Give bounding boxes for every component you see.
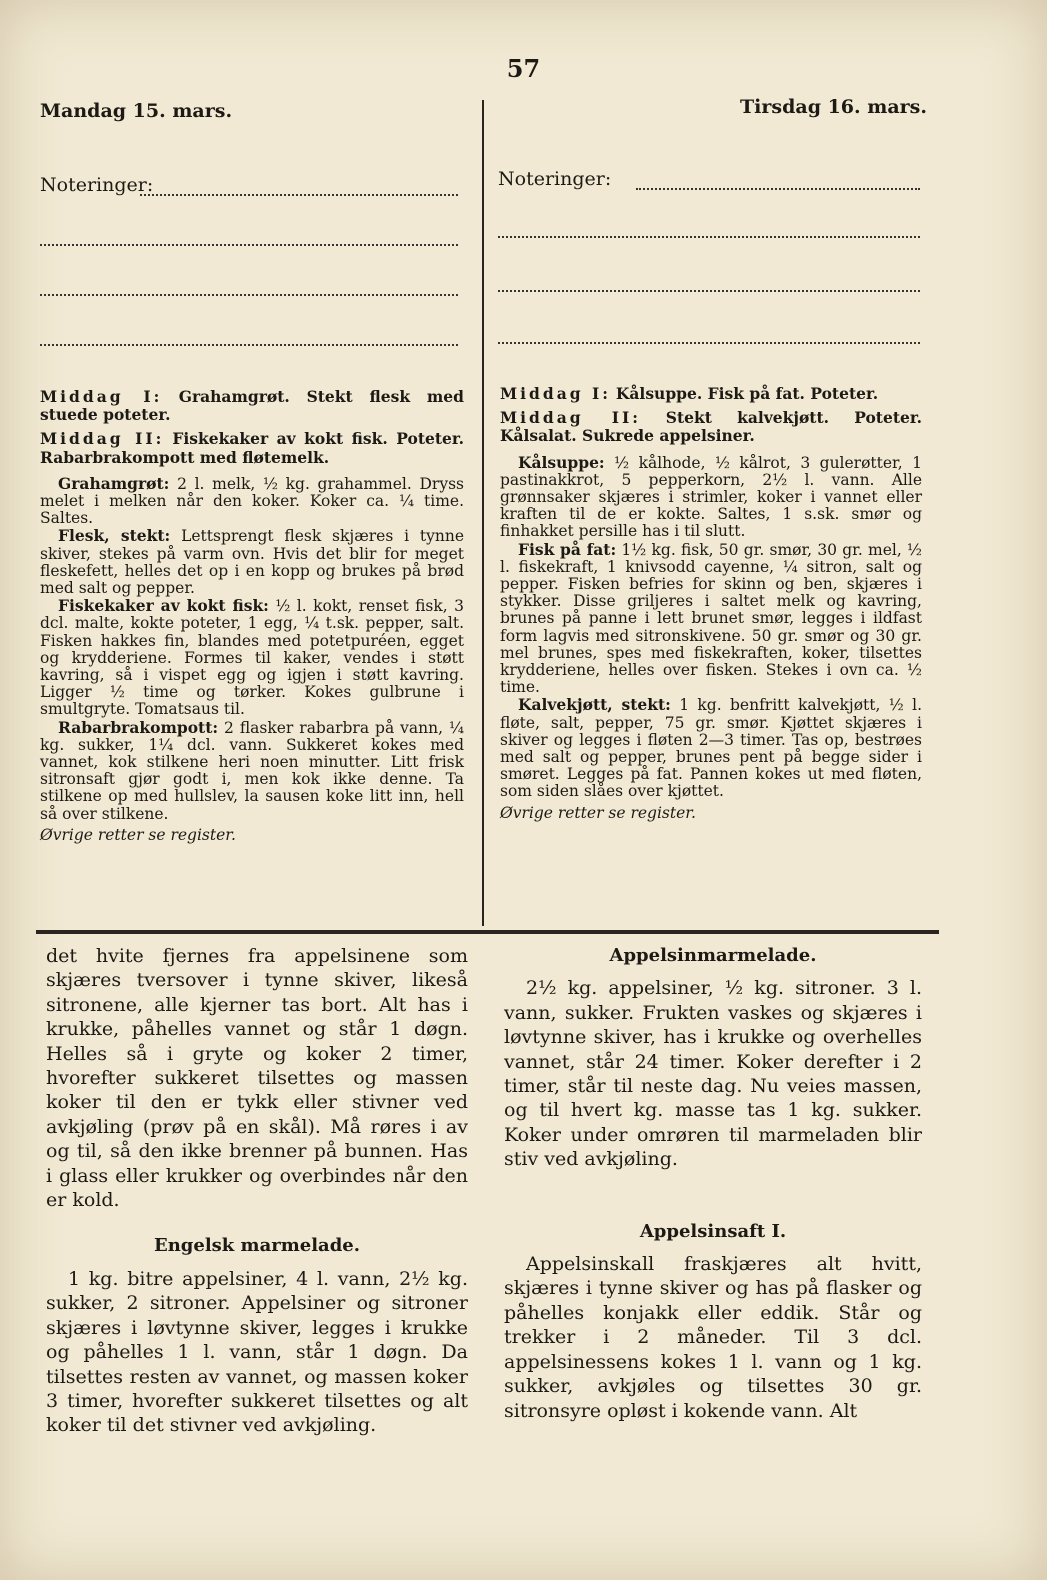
notes-line[interactable] (40, 244, 458, 246)
notes-line[interactable] (40, 294, 458, 296)
notes-line[interactable] (40, 344, 458, 346)
notes-left (40, 174, 153, 196)
menu-item: Middag I: Kålsuppe. Fisk på fat. Poteter. (500, 384, 879, 403)
page-number: 57 (506, 54, 541, 83)
recipe: Fiskekaker av kokt fisk: ½ l. kokt, renset fisk, 3 dcl. malte, kokte poteter, 1 egg, ¼ t.sk. pepper, salt. Fisken hakkes fin, blandes med potetpuréen, egget og krydderiene. Formes til kaker, vendes i støtt kavring, så i vispet egg og igjen i støtt kavring. Ligger ½ time og tørker. Kokes gulbrune i smultgryte. Tomatsaus til. (40, 596, 464, 719)
heading-engelsk-marmelade: Engelsk marmelade. (153, 1235, 361, 1257)
register-note-left: Øvrige retter se register. (40, 825, 236, 844)
heading-appelsinmarmelade: Appelsinmarmelade. (609, 945, 817, 966)
menu-item: Middag I: Grahamgrøt. Stekt flesk med stuede poteter. (40, 387, 464, 425)
notes-line[interactable] (636, 188, 920, 190)
left-column (40, 388, 464, 844)
continuation-text: det hvite fjernes fra appelsinene som skjæres tversover i tynne skiver, likeså sitronene, alle kjerner tas bort. Alt has i krukke, påhelles vannet og står 1 døgn. Helles så i gryte og koker 2 timer, hvorefter sukkeret tilsettes og massen koker til den er tykk eller stivner ved avkjøling (prøv på en skål). Må røres i av og til, så den ikke brenner på bunnen. Has i glass eller krukker og overbindes når den er kold. (46, 945, 468, 1212)
recipe: Grahamgrøt: 2 l. melk, ½ kg. grahammel. Dryss melet i melken når den koker. Koker ca. ¼ time. Saltes. (40, 473, 464, 528)
recipes-right (500, 454, 922, 822)
notes-label-right: Noteringer: (498, 168, 612, 190)
right-column (500, 385, 922, 822)
appelsinmarmelade-text: 2½ kg. appelsiner, ½ kg. sitroner. 3 l. vann, sukker. Frukten vaskes og skjæres i løvtynne skiver, has i krukke og overhelles vannet, står 24 timer. Koker derefter i 2 timer, står til neste dag. Nu veies massen, og til hvert kg. masse tas 1 kg. sukker. Koker under omrøren til marmeladen blir stiv ved avkjøling. (504, 977, 922, 1171)
engelsk-marmelade-text: 1 kg. bitre appelsiner, 4 l. vann, 2½ kg. sukker, 2 sitroner. Appelsiner og sitroner skjæres i løvtynne skiver, legges i krukke og påhelles 1 l. vann, står 1 døgn. Da tilsettes resten av vannet, og massen koker 3 timer, hvorefter sukkeret tilsettes og alt koker til det stivner ved avkjøling. (46, 1267, 468, 1437)
recipe: Fisk på fat: 1½ kg. fisk, 50 gr. smør, 30 gr. mel, ½ l. fiskekraft, 1 knivsodd cayenne, ¼ sitron, salt og pepper. Fisken befries for skinn og ben, skjæres i stykker. Disse griljeres i saltet melk og kavring, brunes på panne i lett brunet smør, legges i ildfast form lagvis med sitronskivene. 50 gr. smør og 30 gr. mel brunes, spes med fiskekraften, koker, tilsettes krydderiene, helles over fisken. Stekes i ovn ca. ½ time. (500, 539, 922, 697)
register-note-right: Øvrige retter se register. (500, 803, 696, 822)
menu-item: Middag II: Stekt kalvekjøtt. Poteter. Kålsalat. Sukrede appelsiner. (500, 408, 922, 446)
appelsinsaft-text: Appelsinskall fraskjæres alt hvitt, skjæres i tynne skiver og has på flasker og påhelles konjakk eller eddik. Står og trekker i 2 måneder. Til 3 dcl. appelsinessens kokes 1 l. vann og 1 kg. sukker, avkjøles og tilsettes 30 gr. sitronsyre opløst i kokende vann. Alt (504, 1253, 922, 1422)
menu-right (500, 385, 922, 446)
notes-line[interactable] (498, 236, 920, 238)
bottom-right-column (504, 944, 922, 1423)
recipe: Rabarbrakompott: 2 flasker rabarbra på vann, ¼ kg. sukker, 1¼ dcl. vann. Sukkeret kokes med vannet, kok stilkene heri noen minutter. Litt frisk sitronsaft gjør godt i, men kok ikke denne. Ta stilkene op med hullslev, la sausen koke litt inn, hell så over stilkene. (40, 717, 464, 823)
day-heading-right: Tirsdag 16. mars. (740, 96, 927, 118)
recipes-left (40, 475, 464, 844)
notes-right (498, 168, 611, 190)
section-divider (36, 930, 939, 934)
notes-line[interactable] (140, 194, 458, 196)
recipe: Kålsuppe: ½ kålhode, ½ kålrot, 3 gulerøtter, 1 pastinakkrot, 5 pepperkorn, 2½ l. vann. Alle grønnsaker skjæres i strimler, koker i vannet eller kraften til de er kokte. Saltes, 1 s.sk. smør og finhakket persille has i til slutt. (500, 452, 922, 541)
column-divider (482, 100, 484, 926)
notes-line[interactable] (498, 342, 920, 344)
recipe: Flesk, stekt: Lettsprengt flesk skjæres i tynne skiver, stekes på varm ovn. Hvis det blir for meget fleskefett, helles det op i en kopp og brukes på brød med salt og pepper. (40, 526, 464, 598)
bottom-left-column (46, 944, 468, 1438)
menu-left (40, 388, 464, 467)
heading-appelsinsaft: Appelsinsaft I. (639, 1220, 787, 1242)
notes-label-left: Noteringer: (40, 174, 154, 196)
day-heading-left: Mandag 15. mars. (40, 100, 233, 122)
notes-line[interactable] (498, 290, 920, 292)
recipe: Kalvekjøtt, stekt: 1 kg. benfritt kalvekjøtt, ½ l. fløte, salt, pepper, 75 gr. smør. Kjøttet skjæres i skiver og legges i fløten 2—3 timer. Tas op, bestrøes med salt og pepper, brunes pent på begge sider i smøret. Legges på fat. Pannen kokes ut med fløten, som siden slåes over kjøttet. (500, 695, 922, 801)
menu-item: Middag II: Fiskekaker av kokt fisk. Poteter. Rabarbrakompott med fløtemelk. (40, 429, 464, 467)
